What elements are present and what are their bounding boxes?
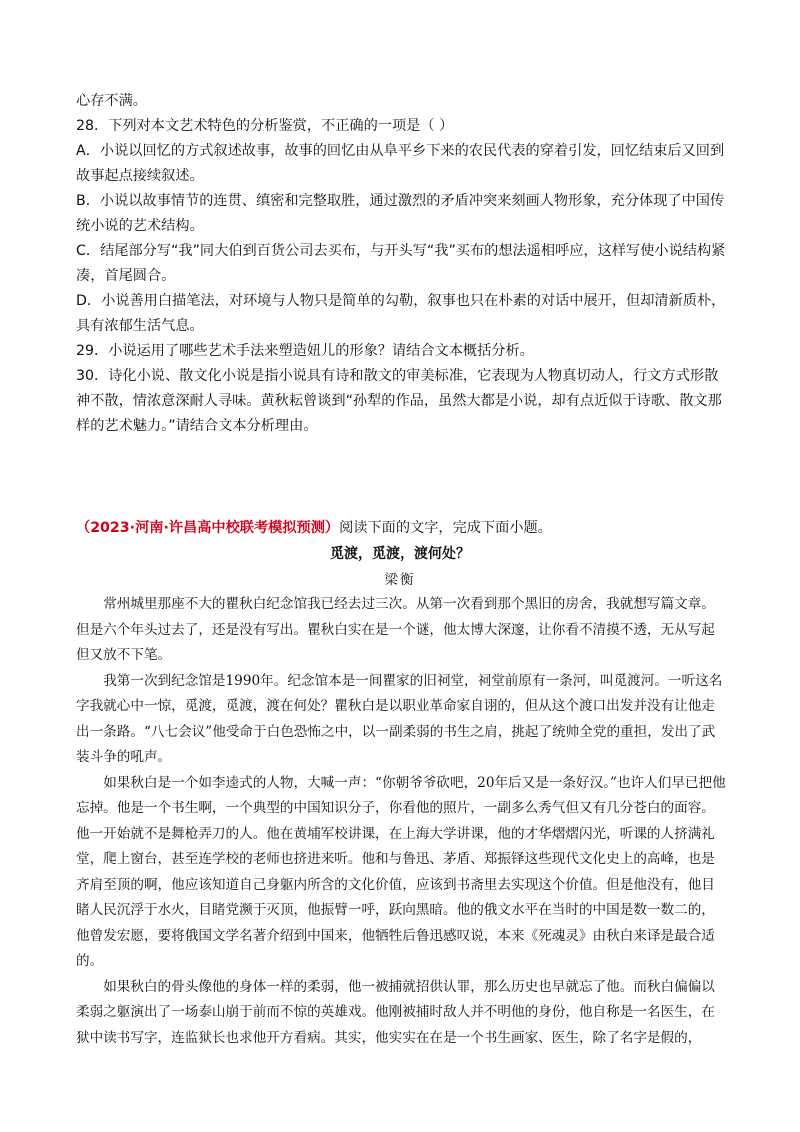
question-28-option-c: C．结尾部分写“我”同大伯到百货公司去买布，与开头写“我”买布的想法遥相呼应，这样写使小说结构紧凑，首尾圆合。 [76, 243, 726, 284]
passage-header [76, 516, 726, 541]
passage-title: 觅渡，觅渡，渡何处？ [330, 546, 470, 562]
question-28-stem: 28．下列对本文艺术特色的分析鉴赏，不正确的一项是（ ） [76, 118, 454, 134]
previous-text-tail: 心存不满。 [76, 93, 147, 109]
instruction: 阅读下面的文字，完成下面小题。 [339, 520, 552, 536]
paragraph: 如果秋白的骨头像他的身体一样的柔弱，他一被捕就招供认罪，那么历史也早就忘了他。而秋白偏偏以柔弱之躯演出了一场泰山崩于前而不惊的英雄戏。他刚被捕时敌人并不明他的身份，他自称是一名医生，在狱中读书写字，连监狱长也求他开方看病。其实，他实实在在是一个书生画家、医生，除了名字是假的， [76, 978, 715, 1046]
paragraph: 我第一次到纪念馆是1990年。纪念馆本是一间瞿家的旧祠堂，祠堂前原有一条河，叫觅渡河。一听这名字我就心中一惊，觅渡，觅渡，渡在何处？瞿秋白是以职业革命家自诩的，但从这个渡口出发并没有让他走出一条路。“八七会议”他受命于白色恐怖之中，以一副柔弱的书生之肩，挑起了统帅全党的重担，发出了武装斗争的吼声。 [76, 672, 723, 765]
question-section [76, 89, 726, 439]
question-28-option-a: A．小说以回忆的方式叙述故事，故事的回忆由从阜平乡下来的农民代表的穿着引发，回忆结束后又回到故事起点接续叙述。 [76, 143, 725, 184]
passage-author: 梁衡 [384, 572, 416, 588]
passage-body [76, 592, 726, 1051]
question-28-option-b: B．小说以故事情节的连贯、缜密和完整取胜，通过激烈的矛盾冲突来刻画人物形象，充分体现了中国传统小说的艺术结构。 [76, 193, 725, 234]
paragraph: 如果秋白是一个如李逵式的人物，大喊一声：“你朝爷爷砍吧，20年后又是一条好汉。”也许人们早已把他忘掉。他是一个书生啊，一个典型的中国知识分子，你看他的照片，一副多么秀气但又有几分苍白的面容。他一开始就不是舞枪弄刀的人。他在黄埔军校讲课，在上海大学讲课，他的才华熠熠闪光，听课的人挤满礼堂，爬上窗台，甚至连学校的老师也挤进来听。他和与鲁迅、茅盾、郑振铎这些现代文化史上的高峰，也是齐肩至顶的啊，他应该知道自己身躯内所含的文化价值，应该到书斋里去实现这个价值。但是他没有，他目睹人民沉浮于水火，目睹党濒于灭顶，他振臂一呼，跃向黑暗。他的俄文水平在当时的中国是数一数二的，他曾发宏愿，要将俄国文学名著介绍到中国来，他牺牲后鲁迅感叹说，本来《死魂灵》由秋白来译是最合适的。 [76, 774, 726, 969]
question-30: 30．诗化小说、散文化小说是指小说具有诗和散文的审美标准，它表现为人物真切动人，行文方式形散神不散，情浓意深耐人寻味。黄秋耘曾谈到“孙犁的作品，虽然大都是小说，却有点近似于诗歌、散文那样的艺术魅力。”请结合文本分析理由。 [76, 368, 722, 434]
source-tag: （2023·河南·许昌高中校联考模拟预测） [76, 520, 340, 536]
paragraph: 常州城里那座不大的瞿秋白纪念馆我已经去过三次。从第一次看到那个黑旧的房舍，我就想写篇文章。但是六个年头过去了，还是没有写出。瞿秋白实在是一个谜，他太博大深邃，让你看不清摸不透，无从写起但又放不下笔。 [76, 596, 715, 663]
question-29: 29．小说运用了哪些艺术手法来塑造妞儿的形象？请结合文本概括分析。 [76, 343, 534, 359]
question-28-option-d: D．小说善用白描笔法，对环境与人物只是简单的勾勒，叙事也只在朴素的对话中展开，但却清新质朴，具有浓郁生活气息。 [76, 293, 726, 334]
